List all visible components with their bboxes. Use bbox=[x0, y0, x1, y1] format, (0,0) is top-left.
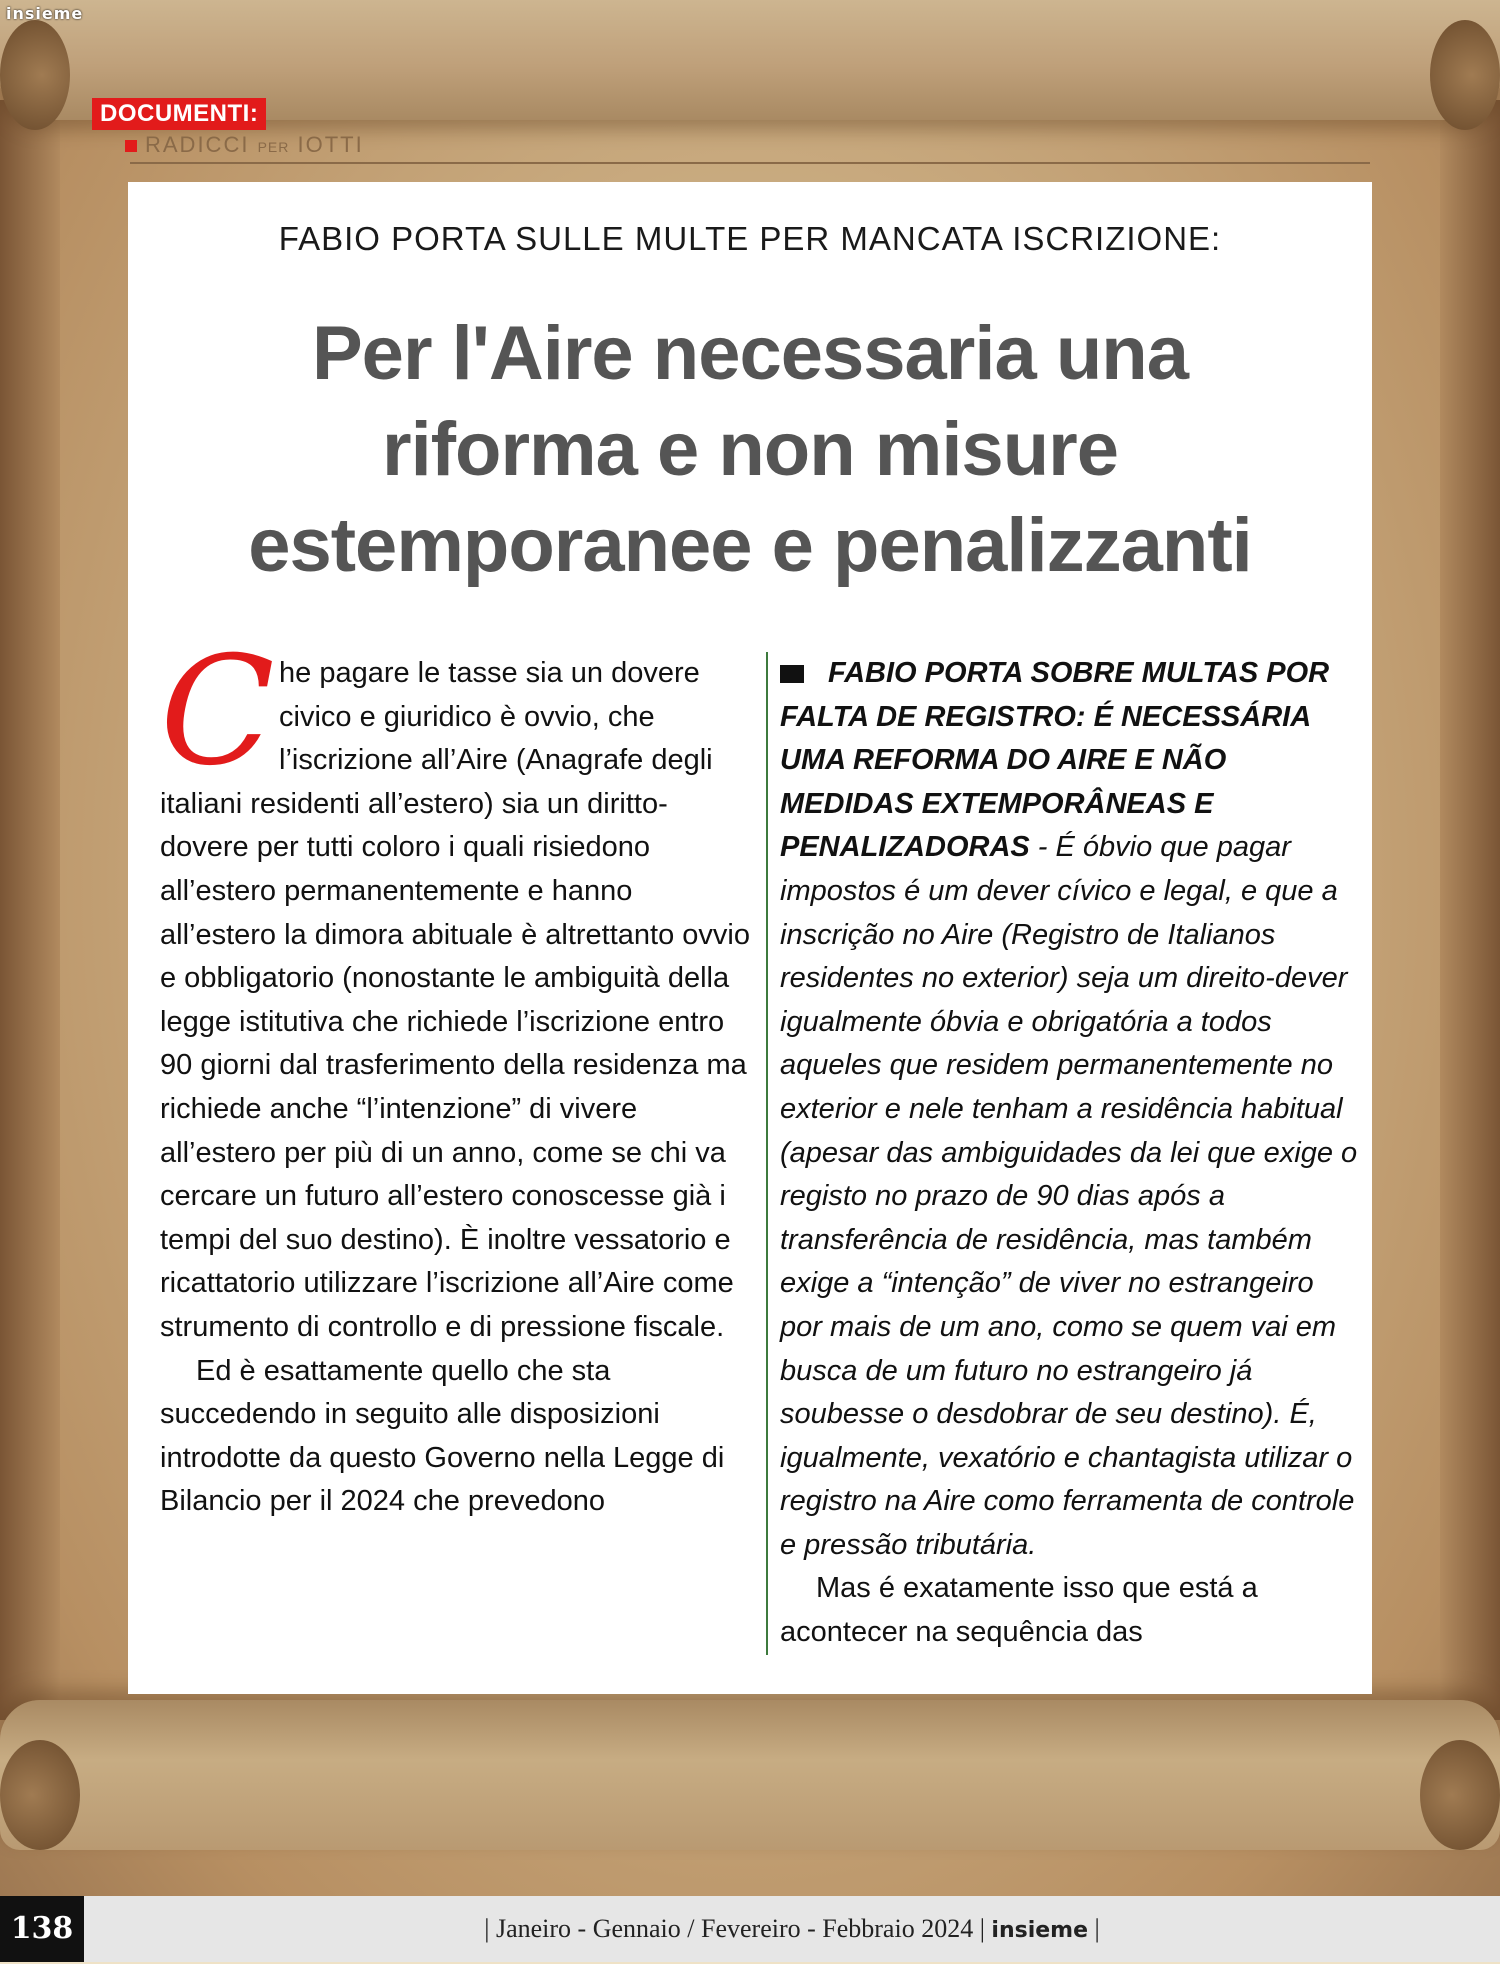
scroll-curl-top-left bbox=[0, 20, 70, 130]
scroll-curl-bottom-left bbox=[0, 1740, 80, 1850]
scroll-edge-right bbox=[1440, 100, 1500, 1720]
subtag-main: RADICCI bbox=[145, 132, 250, 157]
article-panel bbox=[128, 182, 1372, 1694]
headline-line-2: riforma e non misure bbox=[382, 407, 1118, 492]
headline-line-3: estemporanee e penalizzanti bbox=[248, 503, 1252, 588]
page-number: 138 bbox=[0, 1896, 84, 1962]
portuguese-paragraph-2: Mas é exatamente isso que está a acontecer na sequência das bbox=[780, 1572, 1258, 1649]
portuguese-lead: FABIO PORTA SOBRE MULTAS POR FALTA DE REGISTRO: É NECESSÁRIA UMA REFORMA DO AIRE E NÃO MEDIDAS EXTEMPORÂNEAS E PENALIZADORAS bbox=[780, 657, 1330, 864]
column-divider bbox=[766, 652, 768, 1655]
magazine-logo-top: insieme bbox=[6, 4, 84, 23]
article-headline bbox=[128, 306, 1372, 594]
footer-issue bbox=[84, 1896, 1500, 1962]
portuguese-paragraph-1 bbox=[780, 652, 1360, 1567]
portuguese-column bbox=[780, 652, 1360, 1655]
scroll-curl-top-right bbox=[1430, 20, 1500, 130]
subtag-end: IOTTI bbox=[297, 132, 364, 157]
article-kicker: FABIO PORTA SULLE MULTE PER MANCATA ISCRIZIONE: bbox=[278, 220, 1222, 257]
section-subtag bbox=[145, 132, 364, 158]
italian-column bbox=[160, 625, 750, 1524]
subtag-marker bbox=[125, 140, 137, 152]
scroll-edge-left bbox=[0, 100, 60, 1720]
footer-end-bar: | bbox=[1094, 1914, 1100, 1943]
subtag-small: PER bbox=[257, 139, 290, 155]
italian-paragraph-1: he pagare le tasse sia un dovere civico e giuridico è ovvio, che l’iscrizione all’Aire (Anagrafe degli italiani residenti all’estero) sia un diritto-dovere per tutti coloro i quali risiedono all’estero permanentemente e hanno all’estero la dimora abituale è altrettanto ovvio e obbligatorio (nonostante le ambiguità della legge istitutiva che richiede l’iscrizione entro 90 giorni dal trasferimento della residenza ma richiede anche “l’intenzione” di vivere all’estero per più di un anno, come se chi va cercare un futuro all’estero conoscesse già i tempi del suo destino). È inoltre vessatorio e ricattatorio utilizzare l’iscrizione all’Aire come strumento di controllo e di pressione fiscale. bbox=[160, 657, 750, 1343]
headline-line-1: Per l'Aire necessaria una bbox=[311, 311, 1188, 396]
italian-paragraph-2: Ed è esattamente quello che sta succedendo in seguito alle disposizioni introdotte da questo Governo nella Legge di Bilancio per il 2024 che prevedono bbox=[160, 1354, 725, 1518]
scroll-curl-bottom-right bbox=[1420, 1740, 1500, 1850]
square-bullet-icon bbox=[780, 665, 804, 683]
footer-brand: insieme bbox=[991, 1918, 1089, 1943]
dropcap: C bbox=[160, 625, 275, 799]
scroll-roll-bottom bbox=[0, 1700, 1500, 1850]
section-tag: DOCUMENTI: bbox=[92, 98, 266, 130]
header-rule bbox=[130, 162, 1370, 164]
footer-issue-text: | Janeiro - Gennaio / Fevereiro - Febbraio 2024 | bbox=[484, 1914, 985, 1943]
portuguese-body-1: - É óbvio que pagar impostos é um dever cívico e legal, e que a inscrição no Aire (Registro de Italianos residentes no exterior) seja um direito-dever igualmente óbvia e obrigatória a todos aqueles que residem permanentemente no exterior e nele tenham a residência habitual (apesar das ambiguidades da lei que exige o registo no prazo de 90 dias após a transferência de residência, mas também exige a “intenção” de viver no estrangeiro por mais de um ano, como se quem vai em busca de um futuro no estrangeiro já soubesse o desdobrar de seu destino). É, igualmente, vexatório e chantagista utilizar o registro na Aire como ferramenta de controle e pressão tributária. bbox=[780, 831, 1358, 1561]
